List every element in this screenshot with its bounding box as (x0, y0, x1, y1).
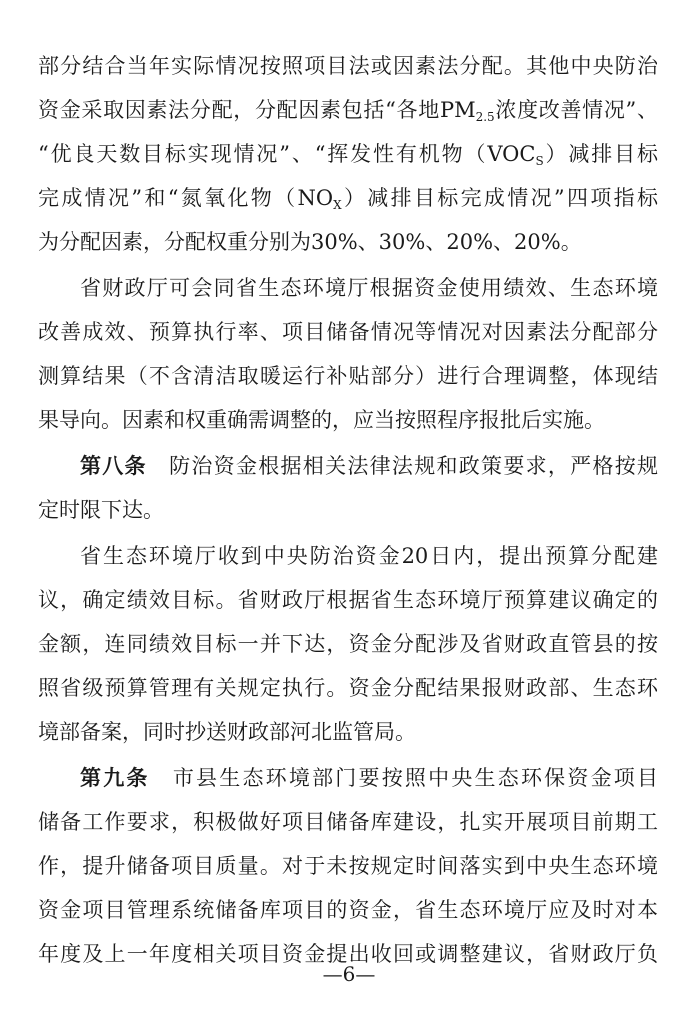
text-line: 境部备案，同时抄送财政部河北监管局。 (38, 720, 416, 744)
paragraph-budget (38, 534, 658, 754)
text-line: 测算结果（不含清洁取暖运行补贴部分）进行合理调整，体现结 (38, 364, 658, 388)
paragraph-factor-allocation (38, 44, 658, 264)
text-line: 照省级预算管理有关规定执行。资金分配结果报财政部、生态环 (38, 676, 658, 700)
text-fragment: 浓度改善情况”、 (494, 98, 658, 122)
document-body (38, 44, 658, 976)
text-line (38, 756, 658, 800)
article-heading: 第八条 (80, 454, 147, 478)
text-fragment: ）减排目标 (543, 142, 658, 166)
text-fragment: 市县生态环境部门要按照中央生态环保资金项目 (172, 766, 659, 790)
text-fragment: 完成情况”和“氮氧化物（NO (38, 186, 334, 210)
subscript-pm25: 2.5 (475, 110, 495, 124)
text-line: 果导向。因素和权重确需调整的，应当按照程序报批后实施。 (38, 408, 605, 432)
text-line: 改善成效、预算执行率、项目储备情况等情况对因素法分配部分 (38, 320, 658, 344)
text-fragment: 防治资金根据相关法律法规和政策要求，严格按规 (169, 454, 659, 478)
text-line: 部分结合当年实际情况按照项目法或因素法分配。其他中央防治 (38, 54, 658, 78)
text-line (38, 176, 658, 220)
article-8 (38, 444, 658, 532)
text-line: 省财政厅可会同省生态环境厅根据资金使用绩效、生态环境 (80, 276, 658, 300)
text-line: 为分配因素，分配权重分别为30%、30%、20%、20%。 (38, 230, 582, 254)
text-line: 金额，连同绩效目标一并下达，资金分配涉及省财政直管县的按 (38, 632, 658, 656)
text-line: 省生态环境厅收到中央防治资金20日内，提出预算分配建 (80, 544, 658, 568)
subscript-nox: X (333, 198, 342, 212)
text-line: 作，提升储备项目质量。对于未按规定时间落实到中央生态环境 (38, 854, 658, 878)
text-line: 储备工作要求，积极做好项目储备库建设，扎实开展项目前期工 (38, 810, 658, 834)
page-number: —6— (322, 962, 376, 986)
text-line: 资金项目管理系统储备库项目的资金，省生态环境厅应及时对本 (38, 898, 658, 922)
text-line: 议，确定绩效目标。省财政厅根据省生态环境厅预算建议确定的 (38, 588, 658, 612)
article-heading: 第九条 (80, 766, 150, 790)
text-line: 年度及上一年度相关项目资金提出收回或调整建议，省财政厅负 (38, 942, 658, 966)
text-fragment: “优良天数目标实现情况”、“挥发性有机物（VOC (38, 142, 536, 166)
paragraph-adjustment (38, 266, 658, 442)
text-line (38, 88, 658, 132)
article-9 (38, 756, 658, 976)
text-fragment: 资金采取因素法分配，分配因素包括“各地PM (38, 98, 476, 122)
text-fragment: ）减排目标完成情况”四项指标 (341, 186, 658, 210)
subscript-vocs: S (535, 154, 544, 168)
text-line: 定时限下达。 (38, 498, 164, 522)
text-line (38, 132, 658, 176)
text-line (38, 444, 658, 488)
